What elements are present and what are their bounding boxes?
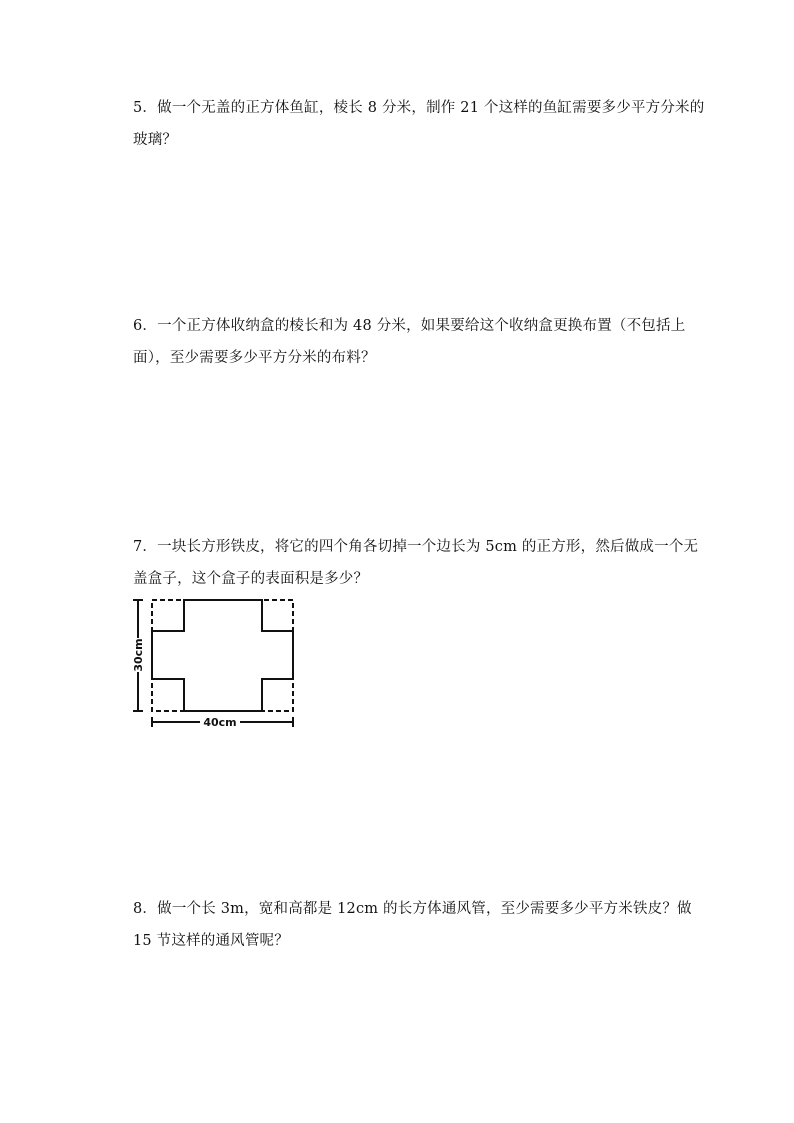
iron-sheet-svg — [128, 594, 304, 730]
question-6 — [133, 310, 686, 374]
question-5 — [133, 92, 705, 156]
iron-sheet-diagram — [128, 594, 304, 730]
width-label: 40cm — [203, 716, 237, 729]
question-6-line-1: 6．一个正方体收纳盒的棱长和为 48 分米，如果要给这个收纳盒更换布置（不包括上 — [133, 318, 686, 334]
question-8-line-1: 8．做一个长 3m，宽和高都是 12cm 的长方体通风管，至少需要多少平方米铁皮？做 — [133, 901, 692, 917]
question-8-line-2: 15 节这样的通风管呢？ — [133, 933, 289, 949]
question-7-line-1: 7．一块长方形铁皮，将它的四个角各切掉一个边长为 5cm 的正方形，然后做成一个无 — [133, 539, 699, 555]
sheet-outline-dashed — [152, 600, 293, 711]
box-net-outline — [152, 600, 293, 711]
question-5-line-1: 5．做一个无盖的正方体鱼缸，棱长 8 分米，制作 21 个这样的鱼缸需要多少平方分米的 — [133, 100, 705, 116]
height-label: 30cm — [132, 638, 145, 672]
question-6-line-2: 面），至少需要多少平方分米的布料？ — [133, 350, 376, 366]
question-5-line-2: 玻璃？ — [133, 132, 178, 148]
question-7 — [133, 531, 699, 595]
question-7-line-2: 盖盒子，这个盒子的表面积是多少？ — [133, 571, 369, 587]
question-8 — [133, 893, 692, 957]
